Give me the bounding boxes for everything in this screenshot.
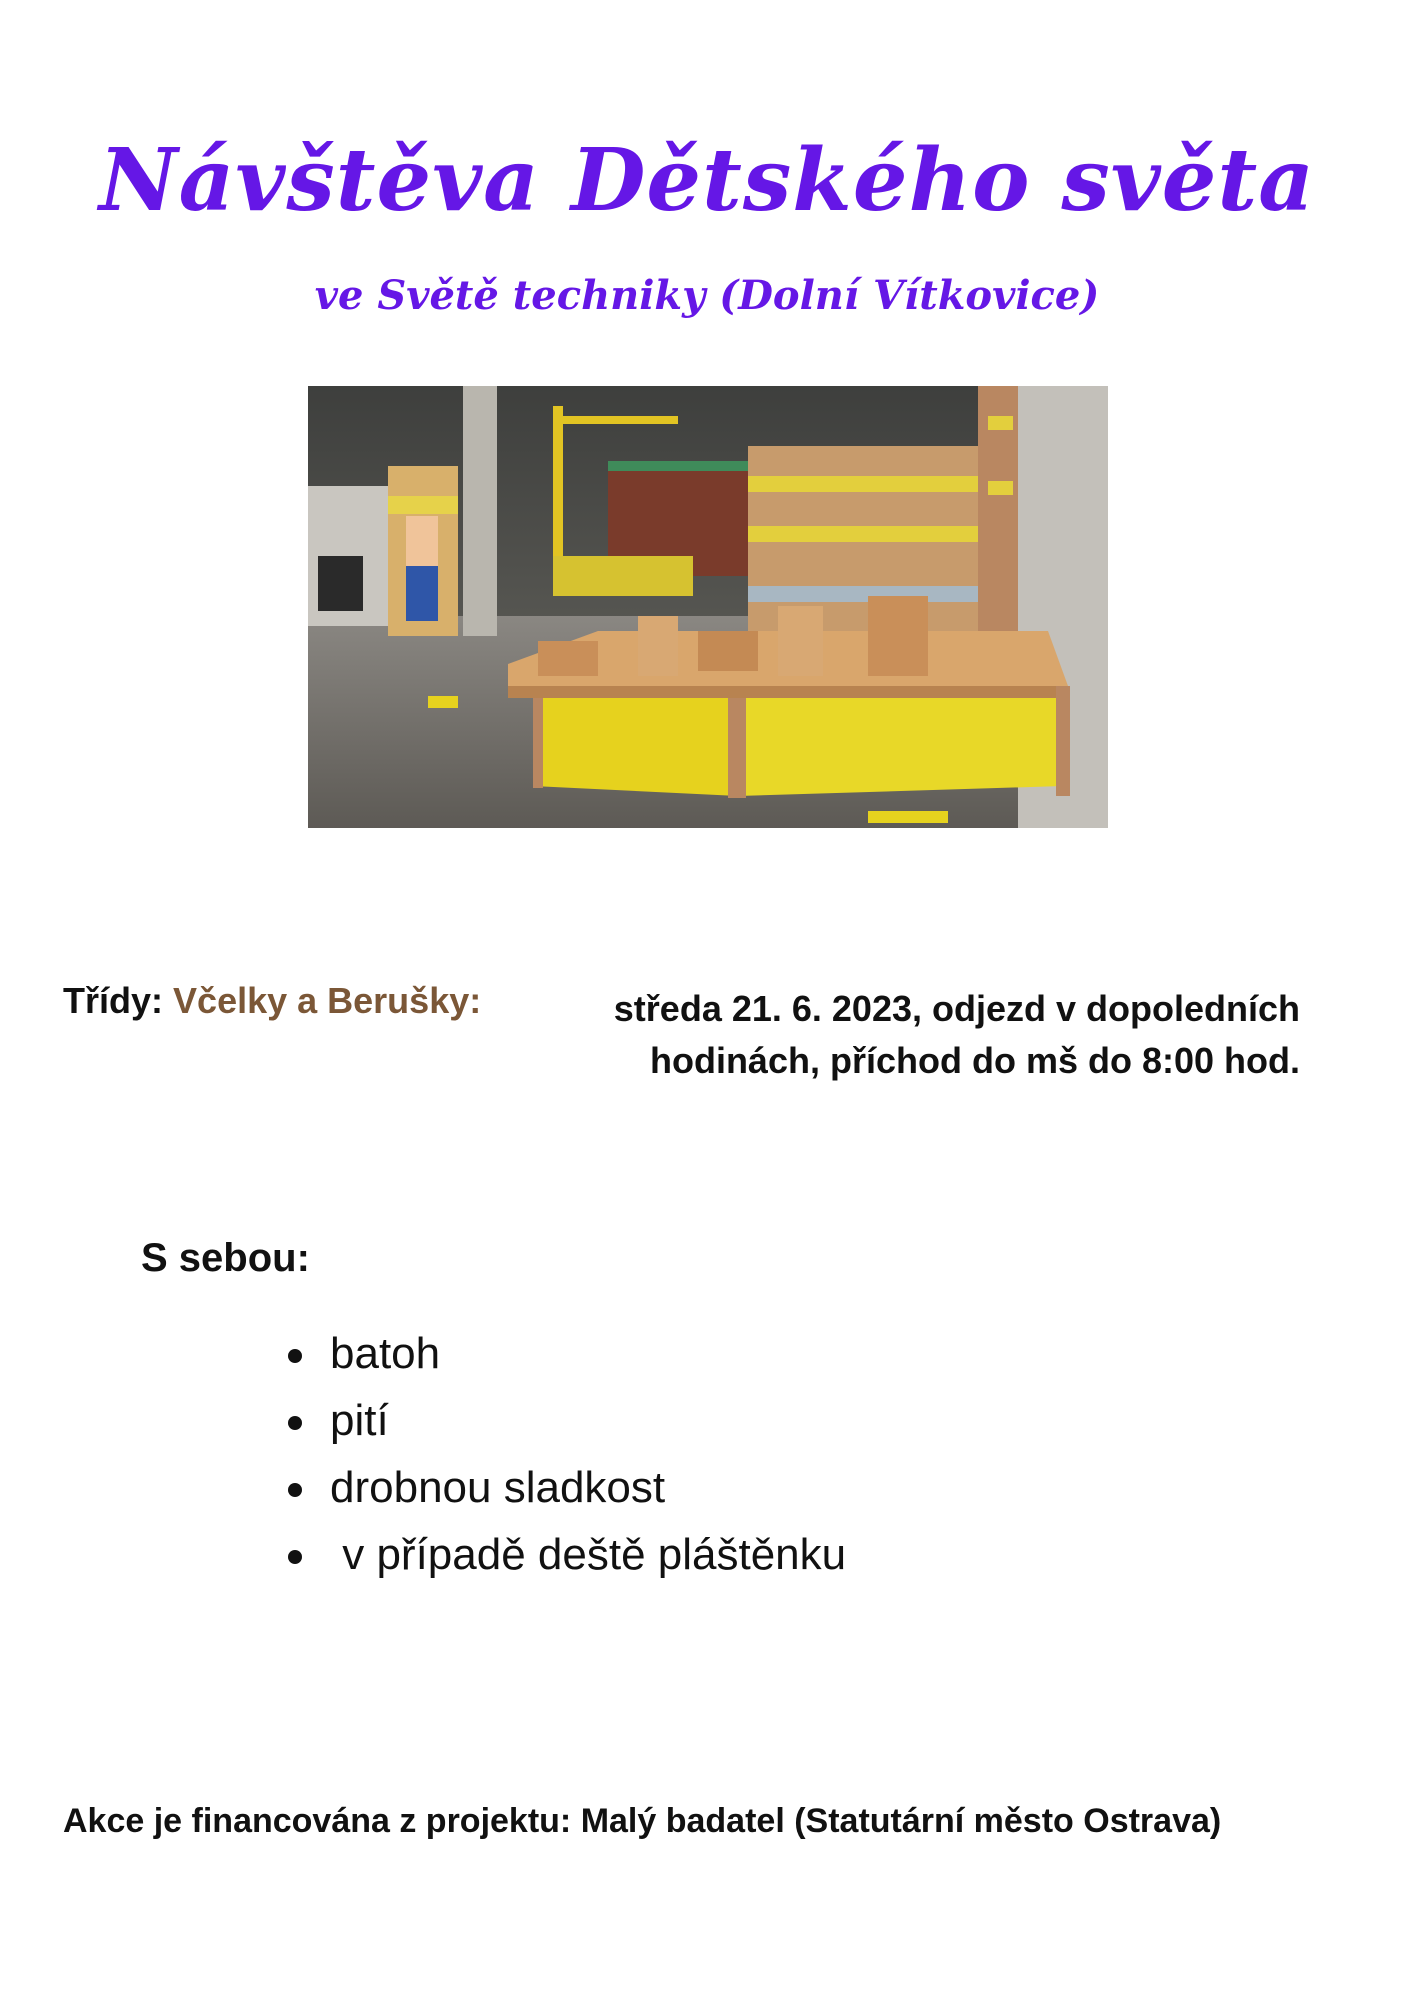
list-item-text: pití xyxy=(330,1396,389,1445)
list-item-text: v případě deště pláštěnku xyxy=(330,1530,847,1579)
bullet-icon xyxy=(288,1349,302,1363)
class-names: Včelky a Berušky: xyxy=(173,980,482,1021)
bullet-icon xyxy=(288,1483,302,1497)
bullet-icon xyxy=(288,1550,302,1564)
list-item xyxy=(270,1521,846,1588)
page-subtitle: ve Světě techniky (Dolní Vítkovice) xyxy=(314,272,1100,319)
class-label-row xyxy=(63,980,482,1021)
list-item xyxy=(270,1387,846,1454)
list-item xyxy=(270,1320,846,1387)
list-item-text: drobnou sladkost xyxy=(330,1463,666,1512)
venue-photo xyxy=(308,386,1108,828)
classes-label: Třídy: xyxy=(63,980,164,1021)
trip-info-line-1: středa 21. 6. 2023, odjezd v dopoledních xyxy=(613,988,1300,1029)
bring-heading: S sebou: xyxy=(141,1236,310,1280)
trip-info-line-2: hodinách, příchod do mš do 8:00 hod. xyxy=(649,1040,1300,1081)
list-item xyxy=(270,1454,846,1521)
list-item-text: batoh xyxy=(330,1329,441,1378)
bullet-icon xyxy=(288,1416,302,1430)
bring-list xyxy=(270,1320,846,1588)
funding-note: Akce je financována z projektu: Malý badatel (Statutární město Ostrava) xyxy=(63,1802,1222,1840)
page-title: Návštěva Dětského světa xyxy=(99,130,1315,231)
trip-info xyxy=(500,983,1300,1087)
